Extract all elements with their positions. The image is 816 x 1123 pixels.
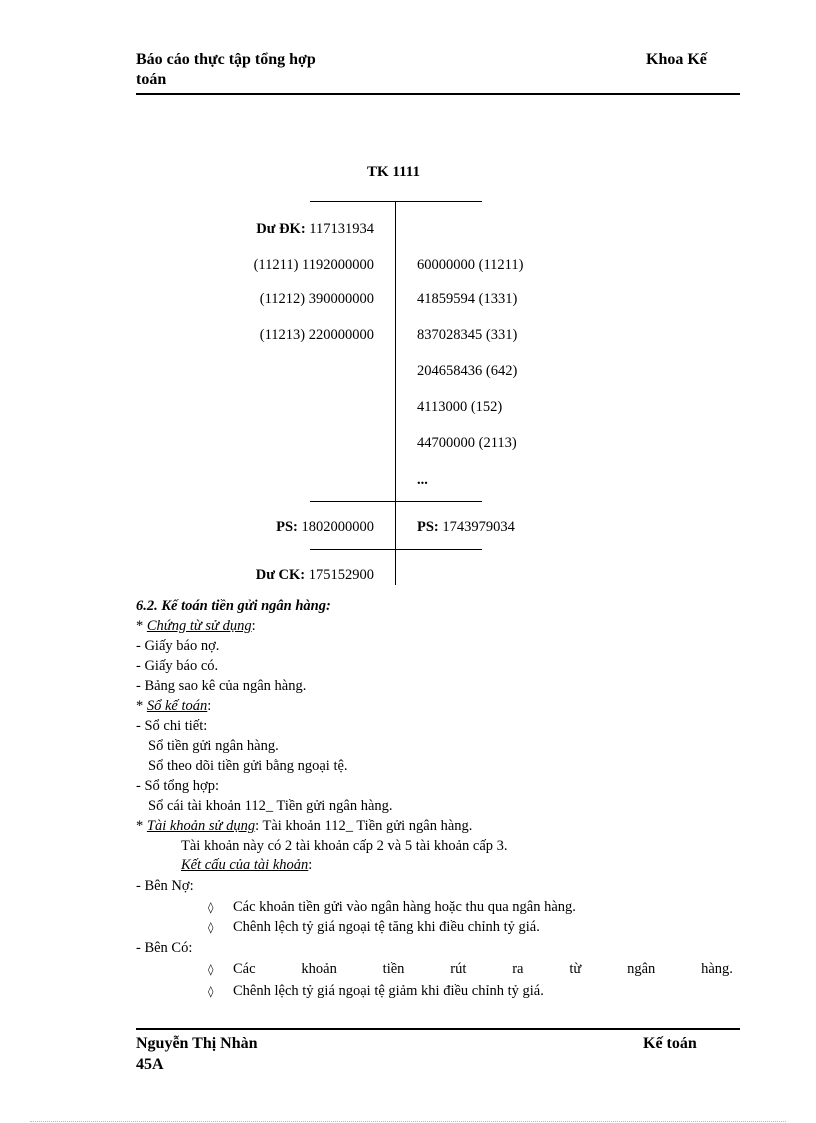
list-item: Sổ cái tài khoản 112_ Tiền gửi ngân hàng.	[148, 798, 393, 814]
debit-entry: (11211) 1192000000	[253, 257, 374, 273]
closing-label: Dư CK:	[255, 567, 306, 583]
opening-label: Dư ĐK:	[256, 221, 306, 237]
footer-rule	[136, 1028, 740, 1030]
ps-label: PS:	[276, 519, 298, 535]
accounts-line	[136, 816, 472, 836]
page-edge-dots	[30, 1121, 786, 1122]
word: ra	[512, 961, 524, 977]
credit-side-label: - Bên Có:	[136, 940, 193, 956]
debit-entry: (11212) 390000000	[259, 291, 374, 307]
closing-value: 175152900	[308, 567, 374, 583]
header-department: Khoa Kế	[646, 51, 707, 68]
t-account-title: TK 1111	[367, 164, 420, 180]
t-closing-rule	[310, 549, 482, 550]
bullet-icon: ◊	[208, 901, 214, 914]
credit-ellipsis: ...	[417, 472, 428, 488]
star: *	[136, 618, 147, 634]
word: rút	[450, 961, 467, 977]
word: từ	[569, 961, 582, 977]
list-item: Chênh lệch tỷ giá ngoại tệ giảm khi điều chỉnh tỷ giá.	[233, 983, 544, 999]
books-label: Sổ kế toán	[146, 698, 208, 714]
opening-value: 117131934	[309, 221, 374, 237]
word: khoản	[301, 961, 337, 977]
closing-balance	[256, 567, 374, 584]
ps-label: PS:	[417, 519, 439, 535]
word: ngân	[627, 961, 656, 977]
vouchers-line: * Chứng từ sử dụng:	[136, 618, 256, 634]
list-item: - Bảng sao kê của ngân hàng.	[136, 678, 307, 694]
word: Các	[233, 961, 256, 977]
general-label: - Sổ tổng hợp:	[136, 778, 219, 794]
list-item: - Giấy báo nợ.	[136, 638, 220, 654]
footer-class: 45A	[136, 1056, 164, 1073]
list-item: - Giấy báo có.	[136, 658, 219, 674]
books-line: * Sổ kế toán:	[136, 698, 212, 714]
header-rule	[136, 93, 740, 95]
credit-ps	[417, 519, 515, 536]
list-item: Chênh lệch tỷ giá ngoại tệ tăng khi điều chỉnh tỷ giá.	[233, 919, 540, 935]
justified-list-item	[233, 959, 733, 979]
word: hàng.	[701, 961, 733, 977]
bullet-icon: ◊	[208, 921, 214, 934]
debit-ps-value: 1802000000	[301, 519, 374, 535]
accounts-text: : Tài khoản 112_ Tiền gửi ngân hàng.	[255, 818, 473, 834]
t-top-rule	[310, 201, 482, 202]
debit-ps	[276, 519, 374, 536]
star: *	[136, 818, 147, 834]
footer-author: Nguyễn Thị Nhàn	[136, 1035, 258, 1052]
opening-balance	[256, 221, 374, 238]
credit-entry: 60000000 (11211)	[417, 257, 524, 273]
debit-entry: (11213) 220000000	[259, 327, 374, 343]
word: tiền	[382, 961, 405, 977]
accounts-sub: Tài khoản này có 2 tài khoản cấp 2 và 5 tài khoản cấp 3.	[181, 838, 508, 854]
credit-entry: 204658436 (642)	[417, 363, 518, 379]
list-item: Sổ theo dõi tiền gửi bằng ngoại tệ.	[148, 758, 348, 774]
header-title-cont: toán	[136, 71, 167, 88]
credit-entry: 837028345 (331)	[417, 327, 518, 343]
list-item: Sổ tiền gửi ngân hàng.	[148, 738, 279, 754]
credit-entry: 41859594 (1331)	[417, 291, 518, 307]
structure-label: Kết cấu của tài khoản	[181, 857, 309, 873]
credit-entry: 44700000 (2113)	[417, 435, 517, 451]
bullet-icon: ◊	[208, 963, 214, 976]
footer-department: Kế toán	[643, 1035, 697, 1052]
section-heading: 6.2. Kế toán tiền gửi ngân hàng:	[136, 598, 331, 614]
detail-label: - Sổ chi tiết:	[136, 718, 208, 734]
t-vertical-rule	[395, 201, 396, 585]
star: *	[136, 698, 147, 714]
bullet-icon: ◊	[208, 985, 214, 998]
credit-ps-value: 1743979034	[442, 519, 515, 535]
list-item: Các khoản tiền gửi vào ngân hàng hoặc thu qua ngân hàng.	[233, 899, 576, 915]
header-title: Báo cáo thực tập tổng hợp	[136, 51, 316, 68]
t-ps-rule	[310, 501, 482, 502]
accounts-label: Tài khoản sử dụng	[146, 818, 256, 834]
credit-entry: 4113000 (152)	[417, 399, 503, 415]
debit-side-label: - Bên Nợ:	[136, 878, 194, 894]
vouchers-label: Chứng từ sử dụng	[146, 618, 252, 634]
structure-line: Kết cấu của tài khoản:	[181, 857, 313, 873]
